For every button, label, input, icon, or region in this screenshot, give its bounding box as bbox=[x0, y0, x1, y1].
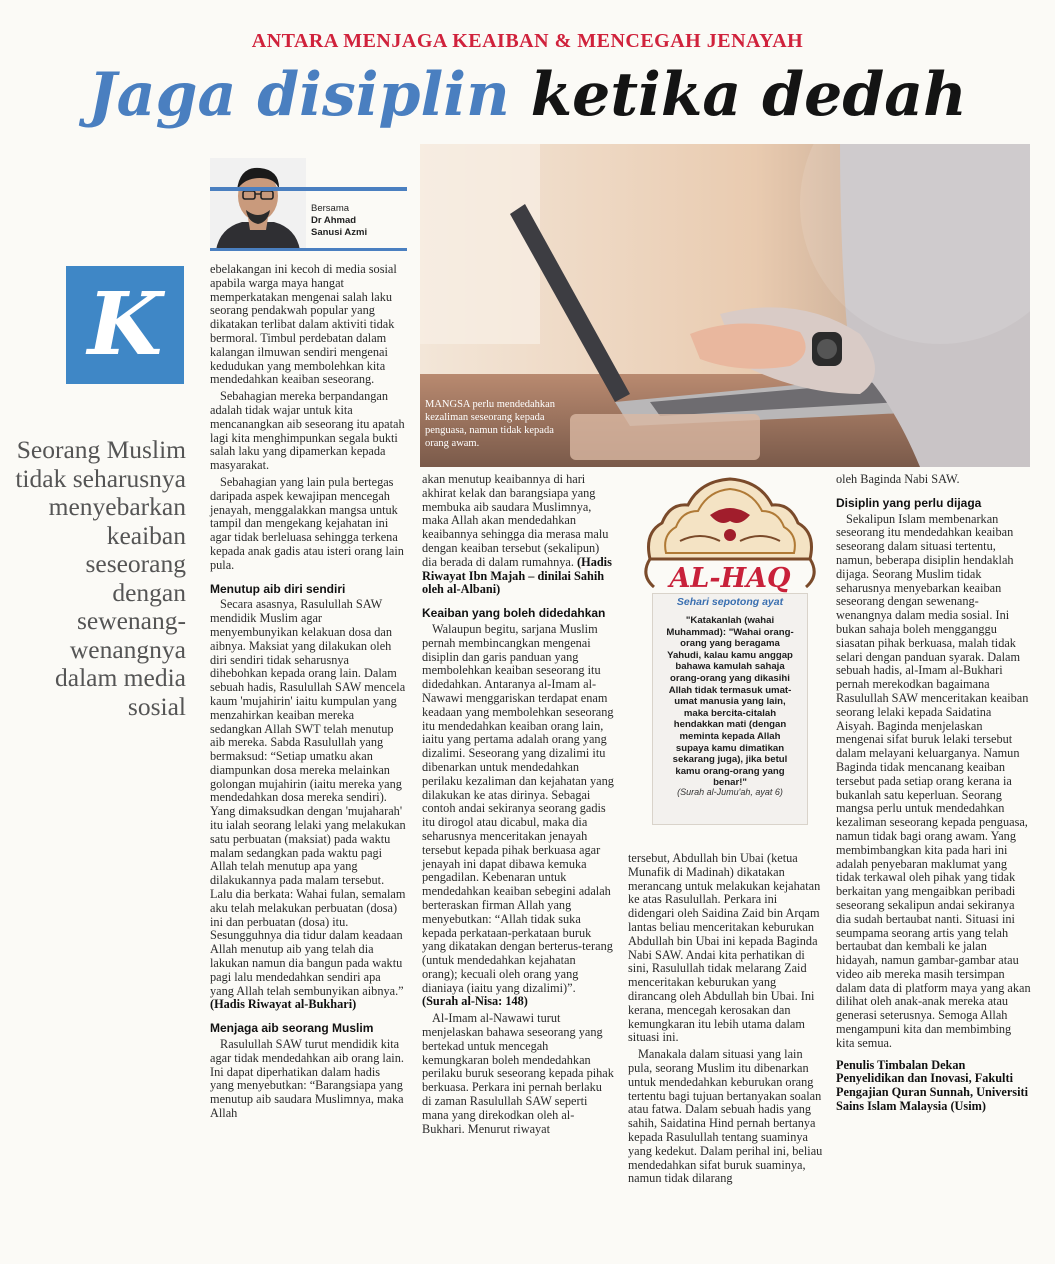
al-haq-reference: (Surah al-Jumu'ah, ayat 6) bbox=[677, 787, 783, 797]
article-column-4 bbox=[836, 473, 1031, 1117]
drop-cap: K bbox=[66, 266, 184, 384]
paragraph: Al-Imam al-Nawawi turut menjelaskan bahawa seseorang yang bertekad untuk mencegah kemungkaran boleh mendedahkan perilaku buruk seseorang kepada pihak berkuasa. Perkara ini pernah berlaku di zaman Rasulullah SAW seperti mana yang direkodkan oleh al-Bukhari. Menurut riwayat bbox=[422, 1011, 614, 1136]
article-column-1 bbox=[210, 263, 406, 1124]
paragraph bbox=[422, 623, 614, 1009]
paragraph: Sekalipun Islam membenarkan seseorang itu mendedahkan keaiban seseorang dalam situasi tertentu, namun, beberapa disiplin hendaklah dijaga. Seorang Muslim tidak seharusnya menyebarkan keaiban seseorang dengan sewenang-wenangnya dalam media sosial. Ini bukan sahaja boleh mengganggu siasatan pihak berkuasa, malah tidak selari dengan panduan syarak. Dalam sebuah hadis, al-Imam al-Bukhari pernah merekodkan bagaimana Rasulullah SAW menceritakan keaiban seorang lelaki kepada Saidatina Aisyah. Baginda menjelaskan mengenai sifat buruk lelaki tersebut dalam melayani keluarganya. Namun Baginda tidak mencanang keaiban tersebut pada setiap orang kerana ia bukanlah satu keperluan. Seorang mangsa perlu untuk mendedahkan kezaliman seseorang kepada penguasa, namun tidak bagi orang awam. Yang membimbangkan kita pada hari ini adalah penyebaran maklumat yang tidak terkawal oleh pihak yang tidak berkaitan yang mengaibkan peribadi seseorang sekalipun andai sekiranya dia sudah bertaubat nanti. Situasi ini seumpama seorang artis yang telah bertaubat dan kembali ke jalan hidayah, namun gambar-gambar atau video aib mereka masih tersimpan dalam data di platform maya yang akan dilihat oleh anak-anak mereka atau generasi seterusnya. Semoga Allah mengampuni kita dan membimbing kita semua. bbox=[836, 511, 1031, 1050]
author-byline bbox=[311, 203, 367, 239]
author-prefix: Bersama bbox=[311, 203, 350, 214]
section-heading: Menjaga aib seorang Muslim bbox=[210, 1021, 374, 1036]
paragraph: Sebahagian yang lain pula bertegas daripada aspek kewajipan mencegah jenayah, menggalakkan mangsa untuk tampil dan mengekang kejahatan ini agar tidak berleluasa sehingga terkena kepada anak gadis atau isteri orang lain pula. bbox=[210, 474, 404, 572]
author-divider-top bbox=[210, 187, 407, 191]
section-heading: Keaiban yang boleh didedahkan bbox=[422, 606, 606, 621]
paragraph bbox=[210, 598, 406, 1012]
paragraph-text: Secara asasnya, Rasulullah SAW mendidik Muslim agar menyembunyikan kelakuan dosa dan aibnya. Maksiat yang dilakukan oleh diri sendiri tidak seharusnya dihebohkan kepada orang lain. Dalam sebuah hadis, Rasulullah SAW mencela kaum 'mujahirin' iaitu kumpulan yang menzahirkan keaiban mereka sedangkan Allah SWT telah menutup aib mereka. Sabda Rasulullah yang bermaksud: “Setiap umatku akan diampunkan dosa mereka melainkan golongan mujahirin (iaitu mereka yang mendedahkan dosa mereka sendiri). Yang dimaksudkan dengan 'mujaharah' itu ialah seorang lelaki yang melakukan satu perbuatan (maksiat) pada waktu malam sedangkan pada waktu pagi Allah telah menutup apa yang dilakukannya pada malam tersebut. Lalu dia berkata: Wahai fulan, semalam aku telah melakukan perbuatan (dosa) ini dan perbuatan (dosa) itu. Sesungguhnya dia tidur dalam keadaan Allah menutup aib yang telah dia lakukan namun dia bangun pada waktu pagi lalu mendedahkan sendiri apa yang Allah telah sembunyikan aibnya.” bbox=[210, 597, 406, 998]
author-name-line1: Dr Ahmad bbox=[311, 215, 357, 226]
paragraph: Sebahagian mereka berpandangan adalah tidak wajar untuk kita mencanangkan aib seseorang itu apatah lagi kita menghimpunkan segala bukti salah laku yang dipamerkan kepada masyarakat. bbox=[210, 389, 405, 473]
citation: (Hadis Riwayat al-Bukhari) bbox=[210, 997, 357, 1012]
pull-quote: Seorang Muslim tidak seharusnya menyebarkan keaiban seseorang dengan sewenang-wenangnya dalam media sosial bbox=[15, 435, 186, 721]
paragraph: ebelakangan ini kecoh di media sosial apabila warga maya hangat memperkatakan mengenai salah laku seorang pendakwah popular yang dikatakan terlibat dalam aktiviti tidak bermoral. Timbul perdebatan dalam kalangan ilmuwan sendiri mengenai kedudukan yang membolehkan kita mendedahkan keaiban seseorang. bbox=[210, 262, 397, 387]
al-haq-verse: "Katakanlah (wahai Muhammad): "Wahai orang-orang yang beragama Yahudi, kalau kamu anggap bahawa kamulah sahaja orang-orang yang dikasihi Allah tidak termasuk umat-umat manusia yang lain, maka bercita-citalah hendakkan mati (dengan meminta kepada Allah supaya kamu dimatikan sekarang juga), jika betul kamu orang-orang yang benar!" bbox=[666, 615, 794, 789]
paragraph: tersebut, Abdullah bin Ubai (ketua Munafik di Madinah) dikatakan merancang untuk melakukan kejahatan ke atas Rasulullah. Perkara ini didengari oleh Saidina Zaid bin Arqam lantas beliau menceritakan keburukan Abdullah bin Ubai ini kepada Baginda Nabi SAW. Andai kita perhatikan di sini, Rasulullah tidak melarang Zaid menceritakan keburukan yang dirancang oleh Abdullah bin Ubai. Ini kerana, mencegah kerosakan dan kemungkaran itu lebih utama dalam situasi ini. bbox=[628, 851, 821, 1045]
al-haq-subtitle: Sehari sepotong ayat bbox=[676, 596, 784, 608]
paragraph-text: Walaupun begitu, sarjana Muslim pernah membincangkan mengenai disiplin dan garis panduan yang membolehkan keaiban seseorang itu didedahkan. Antaranya al-Imam al-Nawawi menggariskan terdapat enam keadaan yang membolehkan seseorang itu mendedahkan keaiban orang lain, iaitu yang pertama adalah orang yang dizalimi. Seseorang yang dizalimi itu dibenarkan untuk mendedahkan perilaku kezaliman dan kejahatan yang dilakukan ke atas dirinya. Sebagai contoh andai sekiranya seorang gadis itu dirogol atau dicabul, maka dia seharusnya menceritakan jenayah tersebut kepada pihak berkuasa agar jenayah ini dapat dibawa kemuka pengadilan. Kebenaran untuk mendedahkan keaiban sebegini adalah berteraskan firman Allah yang menyebutkan: “Allah tidak suka kepada perkataan-perkataan buruk yang dikatakan dengan berterus-terang (untuk mendedahkan kejahatan orang); kecuali oleh orang yang dianiaya (iaitu yang dizalimi)”. bbox=[422, 621, 614, 995]
paragraph: oleh Baginda Nabi SAW. bbox=[836, 472, 960, 486]
citation: (Hadis Riwayat Ibn Majah – dinilai Sahih oleh al-Albani) bbox=[422, 554, 612, 597]
section-heading: Disiplin yang perlu dijaga bbox=[836, 495, 982, 510]
al-haq-box bbox=[640, 475, 820, 837]
author-divider-bottom bbox=[210, 248, 407, 251]
section-heading: Menutup aib diri sendiri bbox=[210, 581, 346, 596]
article-column-3 bbox=[628, 852, 823, 1189]
headline-part1: Jaga disiplin bbox=[88, 60, 510, 130]
al-haq-title: AL-HAQ bbox=[669, 563, 791, 594]
author-photo bbox=[210, 158, 306, 250]
paragraph: Manakala dalam situasi yang lain pula, seorang Muslim itu dibenarkan untuk mendedahkan keburukan orang tertentu bagi tujuan bertanyakan soalan atau fatwa. Dalam sebuah hadis yang sahih, Saidatina Hind pernah bertanya kepada Rasulullah tentang suaminya yang kedekut. Dalam perihal ini, beliau mendedahkan sifat buruk suaminya, namun tidak dilarang bbox=[628, 1047, 823, 1186]
paragraph: Rasulullah SAW turut mendidik kita agar tidak mendedahkan aib orang lain. Ini dapat diperhatikan dalam hadis yang menyebutkan: “Barangsiapa yang menutup aib saudara Muslimnya, maka Allah bbox=[210, 1037, 404, 1121]
headline bbox=[0, 52, 1055, 138]
paragraph bbox=[422, 473, 614, 597]
author-footer-text: Penulis Timbalan Dekan Penyelidikan dan Inovasi, Fakulti Pengajian Quran Sunnah, Universiti Sains Islam Malaysia (Usim) bbox=[836, 1057, 1029, 1114]
paragraph-text: akan menutup keaibannya di hari akhirat kelak dan barangsiapa yang membuka aib saudara Muslimnya, maka Allah akan mendedahkan keaibannya sehingga dia merasa malu dengan keaiban tersebut (sekalipun) dia berada di dalam rumahnya. bbox=[422, 472, 609, 569]
article-column-2 bbox=[422, 473, 614, 1139]
citation: (Surah al-Nisa: 148) bbox=[422, 994, 528, 1009]
kicker-line: ANTARA MENJAGA KEAIBAN & MENCEGAH JENAYAH bbox=[251, 30, 804, 52]
author-name-line2: Sanusi Azmi bbox=[311, 227, 368, 238]
photo-caption: MANGSA perlu mendedahkan kezaliman seseorang kepada penguasa, namun tidak kepada orang awam. bbox=[425, 399, 556, 449]
author-footer bbox=[836, 1059, 1031, 1114]
headline-part2: ketika dedah bbox=[530, 60, 967, 130]
